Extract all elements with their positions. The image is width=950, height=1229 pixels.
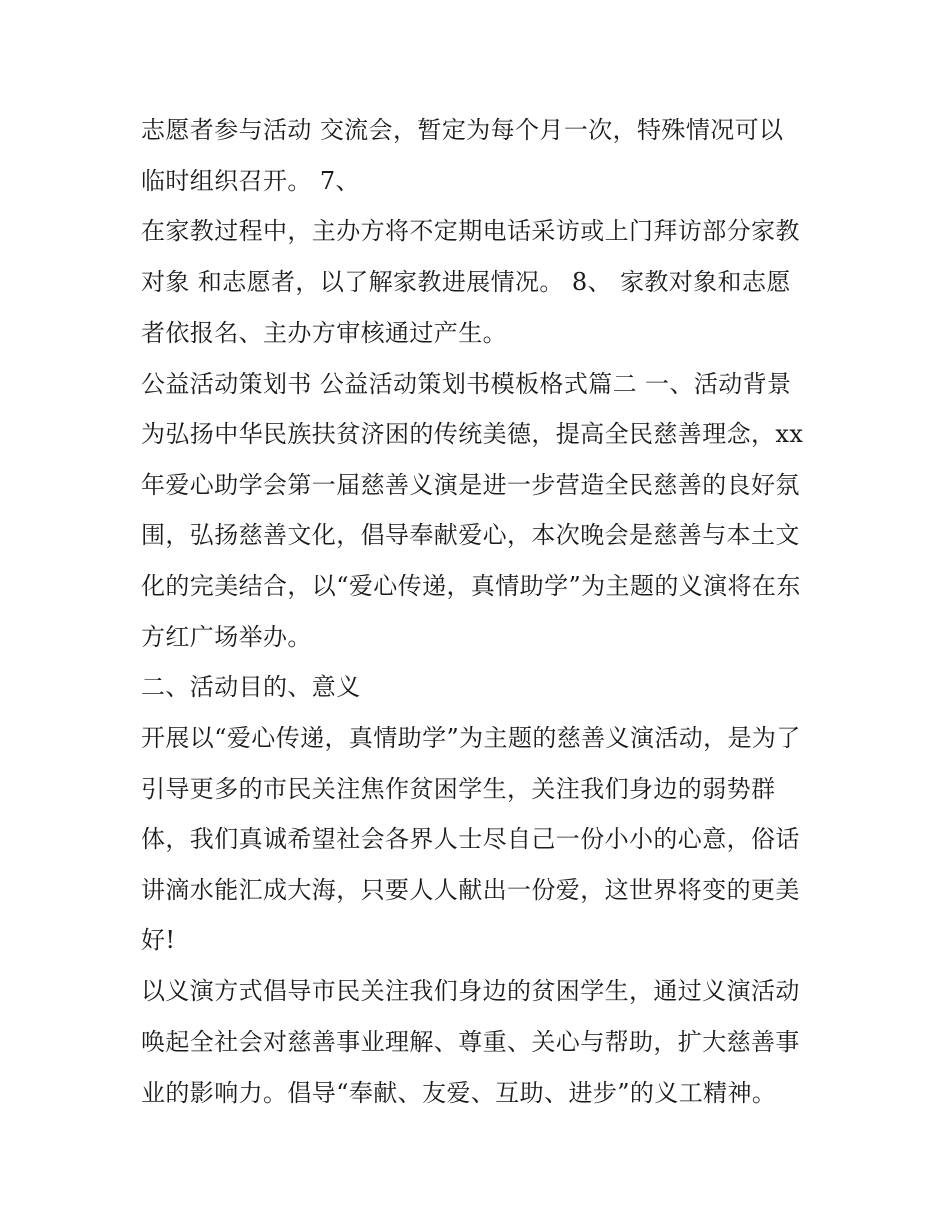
section-heading: 二、活动目的、意义	[141, 673, 361, 701]
text-line: 唤起全社会对慈善事业理解、尊重、关心与帮助，扩大慈善事	[141, 1028, 800, 1056]
text-line: 围，弘扬慈善文化，倡导奉献爱心，本次晚会是慈善与本土文	[141, 521, 800, 549]
text-line: 为弘扬中华民族扶贫济困的传统美德，提高全民慈善理念，xx	[141, 420, 804, 448]
text-line: 讲滴水能汇成大海，只要人人献出一份爱，这世界将变的更美	[141, 876, 800, 904]
text-line: 方红广场举办。	[141, 623, 312, 651]
text-line: 体，我们真诚希望社会各界人士尽自己一份小小的心意，俗话	[141, 825, 800, 853]
text-line: 公益活动策划书 公益活动策划书模板格式篇二 一、活动背景	[141, 370, 792, 398]
text-line: 化的完美结合，以“爱心传递，真情助学”为主题的义演将在东	[141, 572, 801, 600]
text-line: 年爱心助学会第一届慈善义演是进一步营造全民慈善的良好氛	[141, 471, 800, 499]
text-line: 好!	[141, 926, 176, 954]
text-line: 临时组织召开。 7、	[141, 167, 360, 195]
text-line: 者依报名、主办方审核通过产生。	[141, 319, 507, 347]
text-line: 以义演方式倡导市民关注我们身边的贫困学生，通过义演活动	[141, 977, 800, 1005]
text-line: 业的影响力。倡导“奉献、友爱、互助、进步”的义工精神。	[141, 1079, 777, 1107]
text-line: 志愿者参与活动 交流会，暂定为每个月一次，特殊情况可以	[141, 116, 784, 144]
text-line: 在家教过程中，主办方将不定期电话采访或上门拜访部分家教	[141, 217, 800, 245]
text-line: 引导更多的市民关注焦作贫困学生，关注我们身边的弱势群	[141, 775, 776, 803]
text-line: 对象 和志愿者，以了解家教进展情况。 8、 家教对象和志愿	[141, 268, 791, 296]
text-line: 开展以“爱心传递，真情助学”为主题的慈善义演活动，是为了	[141, 724, 801, 752]
